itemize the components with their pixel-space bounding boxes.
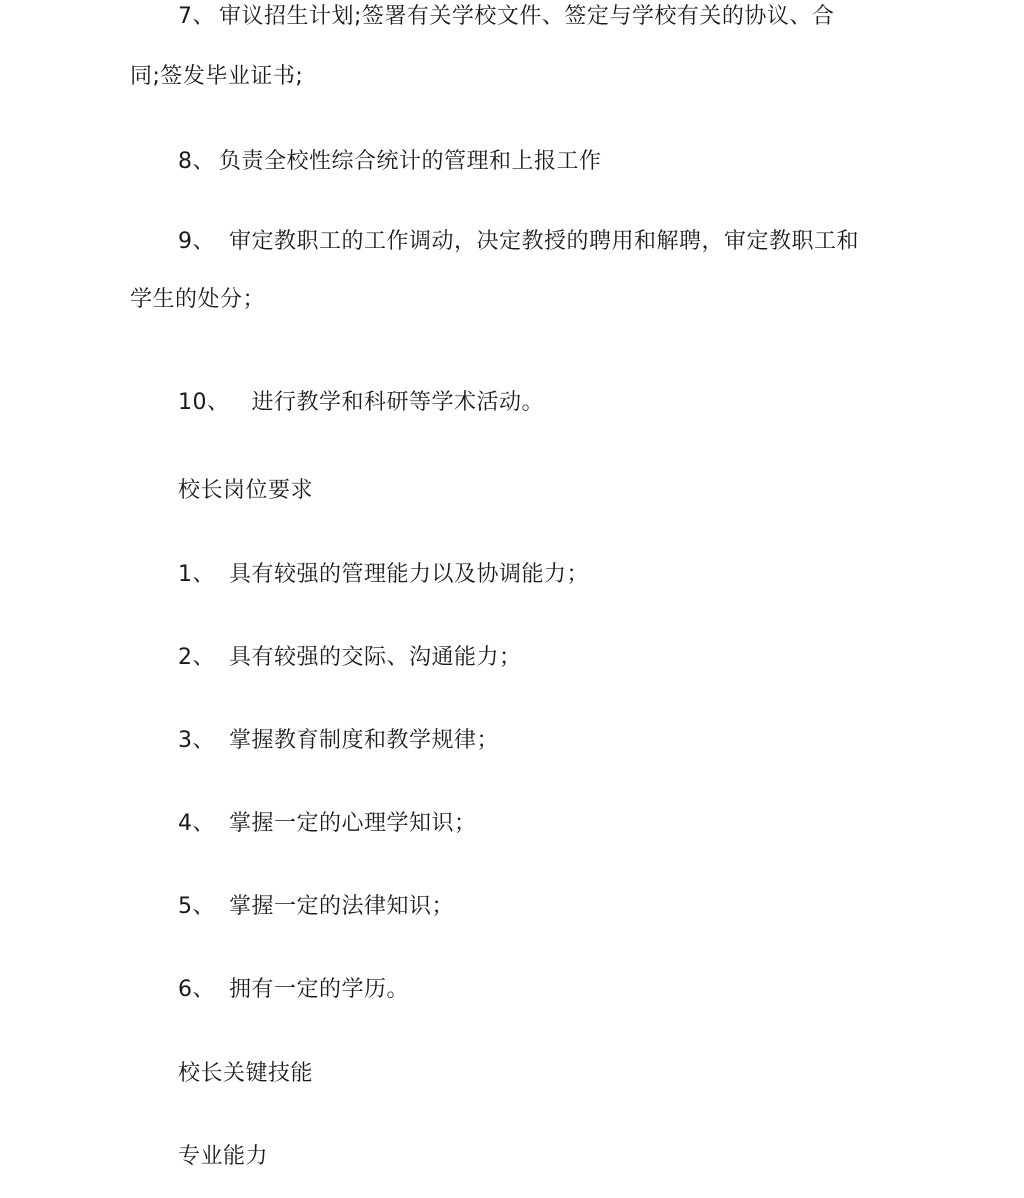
- requirement-item-3: [178, 726, 499, 756]
- requirement-item-4-number: 4、: [178, 811, 215, 836]
- requirement-item-5-number: 5、: [178, 894, 215, 919]
- requirement-item-2-number: 2、: [178, 645, 215, 670]
- requirement-item-1: [178, 560, 589, 590]
- requirement-item-2: [178, 643, 522, 673]
- requirement-item-1-number: 1、: [178, 562, 215, 587]
- requirements-heading: 校长岗位要求: [178, 478, 314, 503]
- requirement-item-3-number: 3、: [178, 728, 215, 753]
- duty-item-9-line-2: 学生的处分；: [130, 287, 266, 312]
- requirement-item-3-text: 掌握教育制度和教学规律；: [229, 728, 500, 753]
- duty-item-7-line-1: [178, 2, 834, 32]
- skills-heading: 校长关键技能: [178, 1061, 314, 1086]
- requirement-item-5: [178, 892, 454, 922]
- requirement-item-6-number: 6、: [178, 977, 215, 1002]
- duty-item-7-text: 审议招生计划;签署有关学校文件、签定与学校有关的协议、合: [219, 4, 835, 29]
- requirement-item-2-text: 具有较强的交际、沟通能力；: [229, 645, 522, 670]
- skills-subheading: 专业能力: [178, 1144, 269, 1169]
- requirement-item-4-text: 掌握一定的心理学知识；: [229, 811, 477, 836]
- duty-item-10: [178, 388, 544, 418]
- duty-item-7-line-2: 同;签发毕业证书;: [130, 64, 304, 89]
- requirement-item-4: [178, 809, 477, 839]
- requirement-item-1-text: 具有较强的管理能力以及协调能力；: [229, 562, 590, 587]
- duty-item-8: [178, 147, 602, 177]
- duty-item-9-text: 审定教职工的工作调动，决定教授的聘用和解聘，审定教职工和: [229, 229, 860, 254]
- requirement-item-6-text: 拥有一定的学历。: [229, 977, 410, 1002]
- duty-item-8-text: 负责全校性综合统计的管理和上报工作: [219, 149, 602, 174]
- duty-item-8-number: 8、: [178, 149, 215, 174]
- duty-item-10-text: 进行教学和科研等学术活动。: [251, 390, 545, 415]
- requirement-item-6: [178, 975, 409, 1005]
- duty-item-9-number: 9、: [178, 229, 215, 254]
- requirement-item-5-text: 掌握一定的法律知识；: [229, 894, 455, 919]
- duty-item-10-number: 10、: [178, 390, 230, 415]
- duty-item-7-number: 7、: [178, 4, 215, 29]
- duty-item-9-line-1: [178, 227, 859, 257]
